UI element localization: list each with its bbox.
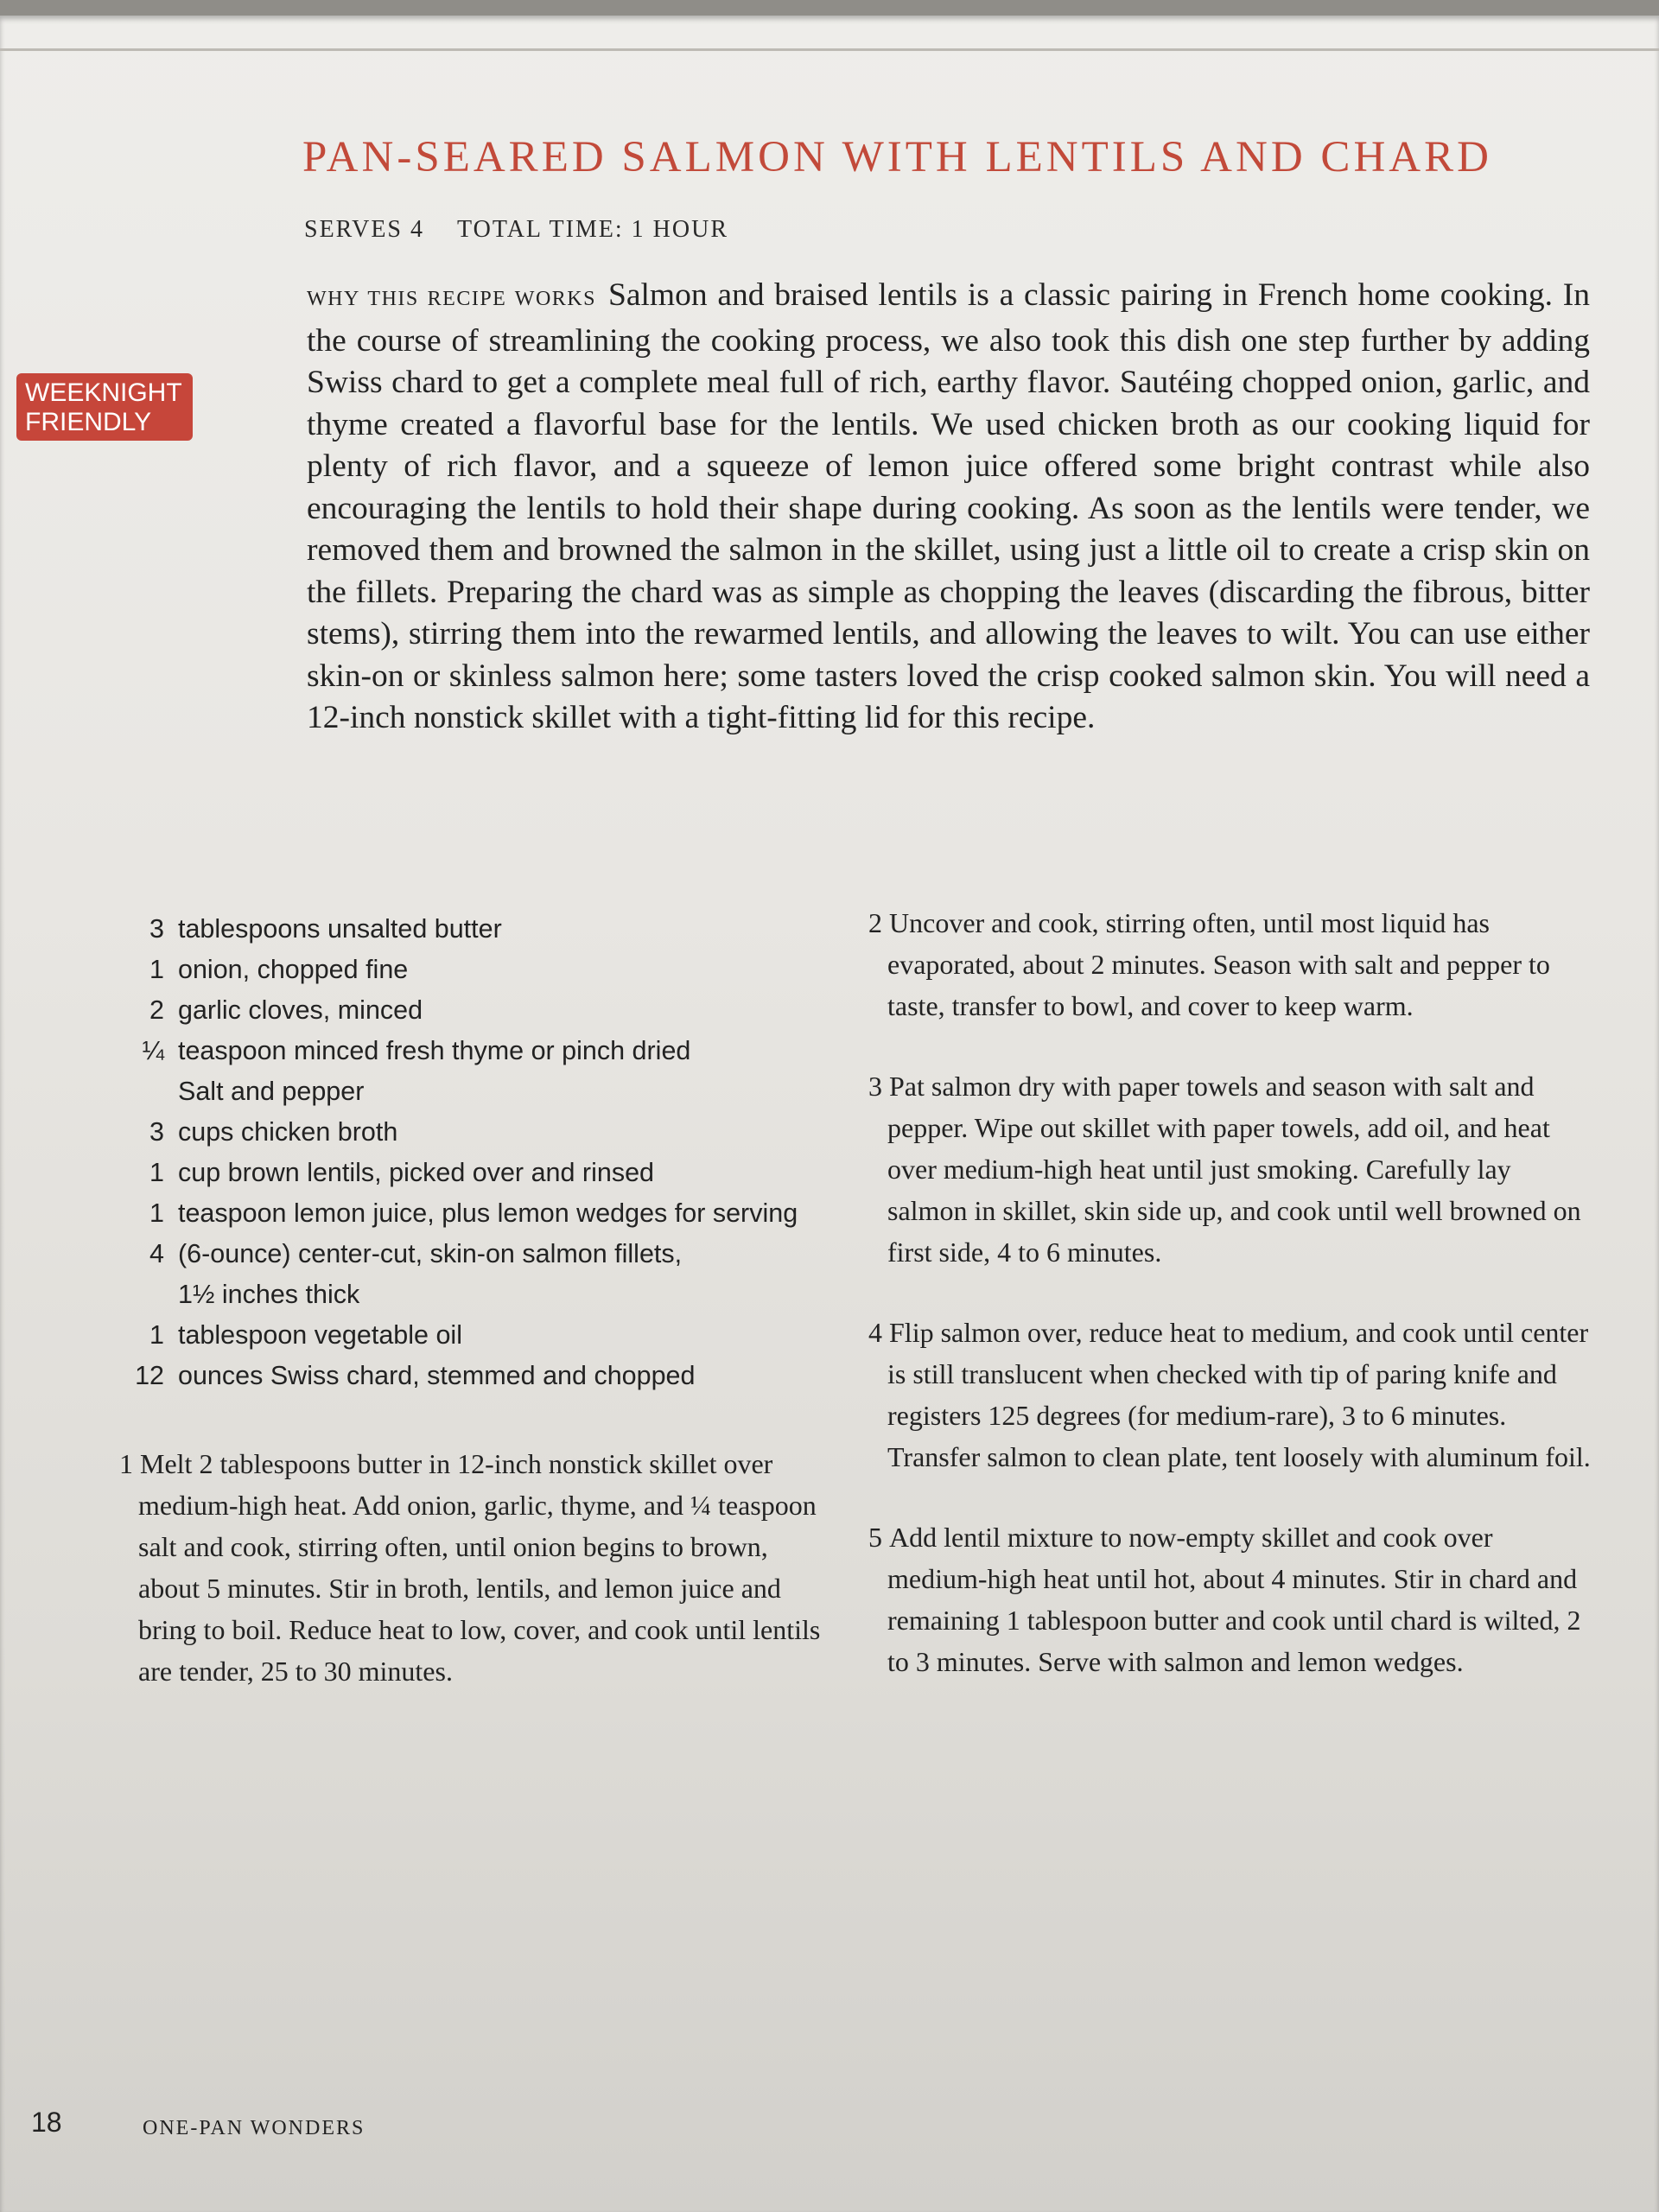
ingredient-qty: 4 <box>149 1239 164 1268</box>
step-text: Pat salmon dry with paper towels and season with salt and pepper. Wipe out skillet with paper towels, add oil, and heat over medium-high heat until just smoking. Carefully lay salmon in skillet, skin side up, and cook until well browned on first side, 4 to 6 minutes. <box>887 1071 1581 1268</box>
step-number: 1 <box>119 1448 133 1479</box>
ingredient-qty: 1 <box>149 1198 164 1228</box>
ingredient-qty: 2 <box>149 995 164 1025</box>
ingredient-item <box>130 1077 838 1117</box>
ingredient-qty: 1 <box>149 955 164 984</box>
step-4 <box>868 1312 1594 1478</box>
steps-column-right <box>868 902 1594 1721</box>
ingredient-qty: 1 <box>149 1158 164 1187</box>
ingredient-text: tablespoons unsalted butter <box>178 914 502 944</box>
ingredient-item <box>130 1320 838 1361</box>
ingredient-item <box>130 995 838 1036</box>
step-number: 3 <box>868 1071 882 1102</box>
recipe-meta <box>304 216 728 244</box>
badge-line-2: FRIENDLY <box>25 408 152 436</box>
steps-column-left <box>119 1443 828 1731</box>
ingredient-text: Salt and pepper <box>178 1077 365 1106</box>
ingredient-item <box>130 914 838 955</box>
step-number: 2 <box>868 907 882 938</box>
step-1 <box>119 1443 828 1692</box>
ingredient-item <box>130 1117 838 1158</box>
serves-label: SERVES 4 <box>304 216 425 243</box>
step-number: 4 <box>868 1317 882 1348</box>
ingredient-item <box>130 955 838 995</box>
recipe-intro <box>307 275 1590 740</box>
ingredient-item <box>130 1361 838 1402</box>
ingredient-item <box>130 1158 838 1198</box>
ingredient-item <box>130 1198 838 1239</box>
ingredient-text: cups chicken broth <box>178 1117 398 1147</box>
ingredient-text: ounces Swiss chard, stemmed and chopped <box>178 1361 696 1390</box>
section-title: ONE-PAN WONDERS <box>143 2117 365 2139</box>
ingredient-text: tablespoon vegetable oil <box>178 1320 462 1350</box>
step-text: Flip salmon over, reduce heat to medium, and cook until center is still translucent when checked with tip of paring knife and registers 125 degrees (for medium-rare), 3 to 6 minutes. Transfer salmon to clean plate, tent loosely with aluminum foil. <box>887 1317 1591 1472</box>
ingredient-text: teaspoon lemon juice, plus lemon wedges for serving <box>178 1198 798 1228</box>
step-number: 5 <box>868 1522 882 1553</box>
weeknight-friendly-badge <box>16 373 193 441</box>
ingredient-list <box>130 914 838 1402</box>
ingredient-item <box>130 1239 838 1280</box>
ingredient-qty: 1 <box>149 1320 164 1350</box>
ingredient-text: 1½ inches thick <box>178 1280 360 1309</box>
ingredient-qty: 12 <box>135 1361 164 1390</box>
step-3 <box>868 1065 1594 1273</box>
total-time-label: TOTAL TIME: 1 HOUR <box>457 216 729 243</box>
ingredient-item <box>130 1280 838 1320</box>
ingredient-text: (6-ounce) center-cut, skin-on salmon fillets, <box>178 1239 683 1268</box>
ingredient-text: cup brown lentils, picked over and rinsed <box>178 1158 654 1187</box>
step-text: Uncover and cook, stirring often, until most liquid has evaporated, about 2 minutes. Season with salt and pepper to taste, transfer to bowl, and cover to keep warm. <box>887 907 1550 1021</box>
intro-text: Salmon and braised lentils is a classic pairing in French home cooking. In the course of streamlining the cooking process, we also took this dish one step further by adding Swiss chard to get a complete meal full of rich, earthy flavor. Sautéing chopped onion, garlic, and thyme created a flavorful base for the lentils. We used chicken broth as our cooking liquid for plenty of rich flavor, and a squeeze of lemon juice offered some bright contrast while also encouraging the lentils to hold their shape during cooking. As soon as the lentils were tender, we removed them and browned the salmon in the skillet, using just a little oil to create a crisp skin on the fillets. Preparing the chard was as simple as chopping the leaves (discarding the fibrous, bitter stems), stirring them into the rewarmed lentils, and allowing the leaves to wilt. You can use either skin-on or skinless salmon here; some tasters loved the crisp cooked salmon skin. You will need a 12-inch nonstick skillet with a tight-fitting lid for this recipe. <box>307 277 1590 735</box>
step-2 <box>868 902 1594 1027</box>
badge-line-1: WEEKNIGHT <box>25 378 182 407</box>
page-number: 18 <box>31 2107 62 2138</box>
cookbook-page <box>0 16 1659 2212</box>
step-text: Add lentil mixture to now-empty skillet and cook over medium-high heat until hot, about 4 minutes. Stir in chard and remaining 1 tablespoon butter and cook until chard is wilted, 2 to 3 minutes. Serve with salmon and lemon wedges. <box>887 1522 1581 1677</box>
ingredient-qty: 3 <box>149 1117 164 1147</box>
ingredient-text: garlic cloves, minced <box>178 995 423 1025</box>
intro-lead: WHY THIS RECIPE WORKS <box>307 288 596 310</box>
ingredient-item <box>130 1036 838 1077</box>
step-text: Melt 2 tablespoons butter in 12-inch nonstick skillet over medium-high heat. Add onion, garlic, thyme, and ¼ teaspoon salt and cook, stirring often, until onion begins to brown, about 5 minutes. Stir in broth, lentils, and lemon juice and bring to boil. Reduce heat to low, cover, and cook until lentils are tender, 25 to 30 minutes. <box>138 1448 821 1687</box>
ingredient-text: teaspoon minced fresh thyme or pinch dried <box>178 1036 691 1065</box>
step-5 <box>868 1516 1594 1682</box>
ingredient-qty: 3 <box>149 914 164 944</box>
ingredient-text: onion, chopped fine <box>178 955 409 984</box>
page-edge <box>0 48 1659 51</box>
ingredient-qty: ¼ <box>142 1036 164 1065</box>
recipe-title: PAN-SEARED SALMON WITH LENTILS AND CHARD <box>302 133 1492 181</box>
